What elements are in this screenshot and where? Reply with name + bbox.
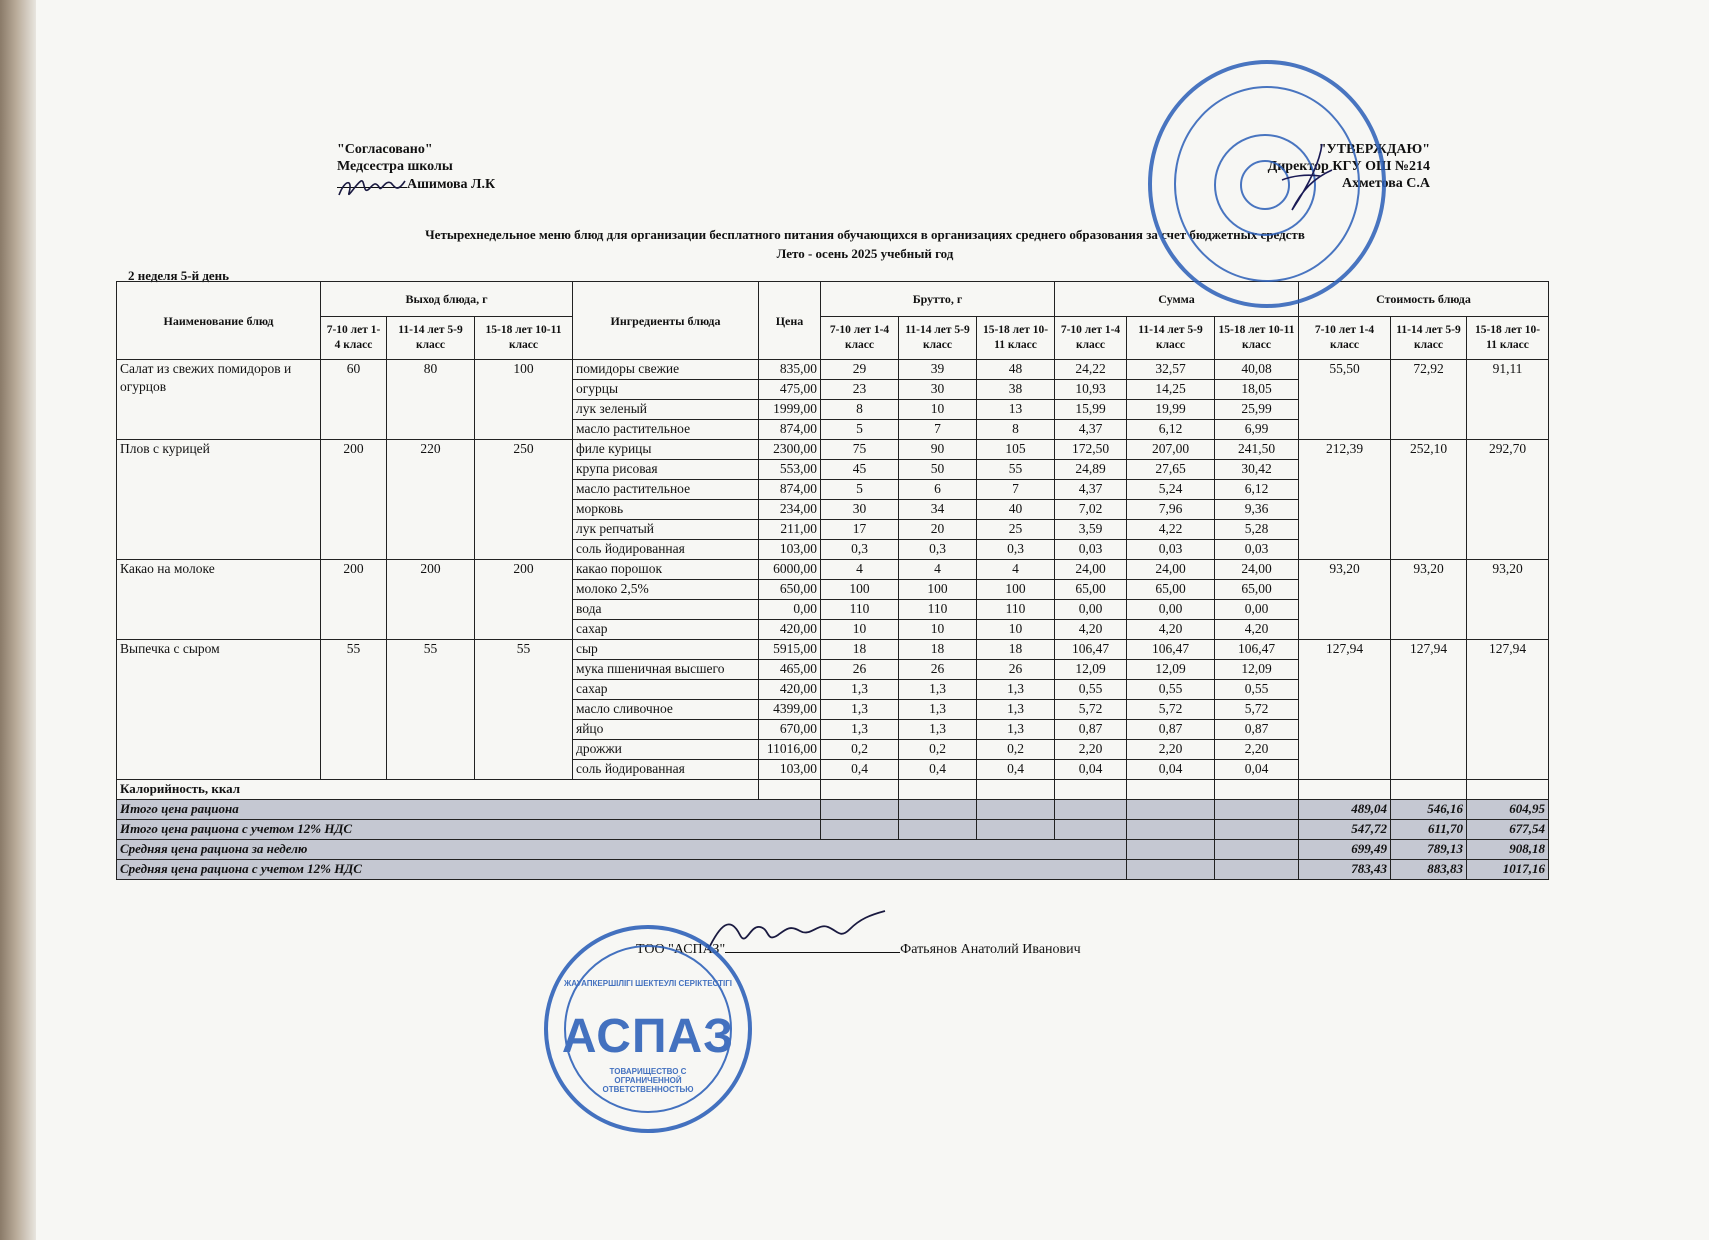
total-value-age-1: 489,04 <box>1299 800 1391 820</box>
empty-cell <box>1127 780 1215 800</box>
brutto-age-3: 0,3 <box>977 540 1055 560</box>
output-age-3: 250 <box>475 440 573 560</box>
ingredient-name: дрожжи <box>573 740 759 760</box>
brutto-age-1: 110 <box>821 600 899 620</box>
brutto-age-1: 8 <box>821 400 899 420</box>
brutto-age-1: 75 <box>821 440 899 460</box>
sum-age-1: 0,04 <box>1055 760 1127 780</box>
sum-age-1: 4,37 <box>1055 480 1127 500</box>
summary-body <box>117 780 1549 800</box>
header-age-2: 11-14 лет 5-9 класс <box>387 317 475 360</box>
brutto-age-2: 0,4 <box>899 760 977 780</box>
totals-body <box>117 800 1549 880</box>
sum-age-1: 24,00 <box>1055 560 1127 580</box>
sum-age-1: 106,47 <box>1055 640 1127 660</box>
total-value-age-3: 908,18 <box>1467 840 1549 860</box>
ingredient-price: 465,00 <box>759 660 821 680</box>
empty-cell <box>1391 780 1467 800</box>
total-value-age-1: 699,49 <box>1299 840 1391 860</box>
brutto-age-1: 30 <box>821 500 899 520</box>
sum-age-1: 2,20 <box>1055 740 1127 760</box>
empty-cell <box>1215 800 1299 820</box>
sum-age-3: 65,00 <box>1215 580 1299 600</box>
dish-name: Выпечка с сыром <box>117 640 321 780</box>
brutto-age-2: 4 <box>899 560 977 580</box>
total-value-age-2: 789,13 <box>1391 840 1467 860</box>
brutto-age-3: 8 <box>977 420 1055 440</box>
nurse-signature <box>335 175 415 203</box>
brutto-age-2: 10 <box>899 620 977 640</box>
director-name: Ахметова С.А <box>1342 176 1430 191</box>
brutto-age-3: 0,2 <box>977 740 1055 760</box>
brutto-age-3: 40 <box>977 500 1055 520</box>
approve-label: "УТВЕРЖДАЮ" <box>1318 142 1430 157</box>
director-role: Директор КГУ ОШ №214 <box>1267 159 1430 174</box>
ingredient-name: соль йодированная <box>573 540 759 560</box>
output-age-3: 200 <box>475 560 573 640</box>
output-age-2: 80 <box>387 360 475 440</box>
sum-age-3: 6,12 <box>1215 480 1299 500</box>
ingredient-price: 420,00 <box>759 620 821 640</box>
brutto-age-2: 34 <box>899 500 977 520</box>
sum-age-2: 4,22 <box>1127 520 1215 540</box>
header-row-1 <box>117 282 1549 317</box>
brutto-age-3: 55 <box>977 460 1055 480</box>
sum-age-1: 24,22 <box>1055 360 1127 380</box>
ingredient-name: масло сливочное <box>573 700 759 720</box>
brutto-age-2: 1,3 <box>899 720 977 740</box>
total-value-age-3: 677,54 <box>1467 820 1549 840</box>
sum-age-1: 7,02 <box>1055 500 1127 520</box>
cost-age-1: 93,20 <box>1299 560 1391 640</box>
sum-age-2: 0,00 <box>1127 600 1215 620</box>
header-age-3: 15-18 лет 10-11 класс <box>1215 317 1299 360</box>
output-age-3: 100 <box>475 360 573 440</box>
total-value-age-2: 546,16 <box>1391 800 1467 820</box>
sum-age-3: 4,20 <box>1215 620 1299 640</box>
sum-age-3: 6,99 <box>1215 420 1299 440</box>
ingredient-price: 211,00 <box>759 520 821 540</box>
empty-cell <box>1467 780 1549 800</box>
header-age-1: 7-10 лет 1-4 класс <box>1299 317 1391 360</box>
title-line-1: Четырехнедельное меню блюд для организации бесплатного питания обучающихся в организациях среднего образования за счет бюджетных средств <box>425 227 1305 242</box>
total-row <box>117 840 1549 860</box>
sum-age-2: 27,65 <box>1127 460 1215 480</box>
brutto-age-2: 7 <box>899 420 977 440</box>
brutto-age-1: 10 <box>821 620 899 640</box>
calories-row <box>117 780 1549 800</box>
dish-name: Плов с курицей <box>117 440 321 560</box>
ingredient-price: 103,00 <box>759 540 821 560</box>
agreed-label: "Согласовано" <box>337 142 433 157</box>
header-sum: Сумма <box>1055 282 1299 317</box>
sum-age-3: 40,08 <box>1215 360 1299 380</box>
total-value-age-2: 883,83 <box>1391 860 1467 880</box>
empty-cell <box>899 780 977 800</box>
ingredient-name: сахар <box>573 620 759 640</box>
ingredient-name: соль йодированная <box>573 760 759 780</box>
empty-cell <box>1299 780 1391 800</box>
ingredient-name: лук репчатый <box>573 520 759 540</box>
brutto-age-3: 25 <box>977 520 1055 540</box>
sum-age-1: 4,20 <box>1055 620 1127 640</box>
ingredient-name: помидоры свежие <box>573 360 759 380</box>
brutto-age-1: 5 <box>821 420 899 440</box>
ingredient-name: вода <box>573 600 759 620</box>
sum-age-3: 0,55 <box>1215 680 1299 700</box>
empty-cell <box>977 780 1055 800</box>
ingredient-price: 1999,00 <box>759 400 821 420</box>
ingredient-name: крупа рисовая <box>573 460 759 480</box>
brutto-age-1: 45 <box>821 460 899 480</box>
brutto-age-2: 110 <box>899 600 977 620</box>
supplier-org: ТОО "АСПАЗ" <box>636 942 726 957</box>
sum-age-1: 0,87 <box>1055 720 1127 740</box>
sum-age-3: 241,50 <box>1215 440 1299 460</box>
brutto-age-3: 1,3 <box>977 680 1055 700</box>
ingredient-price: 11016,00 <box>759 740 821 760</box>
brutto-age-3: 10 <box>977 620 1055 640</box>
cost-age-3: 127,94 <box>1467 640 1549 780</box>
sum-age-3: 2,20 <box>1215 740 1299 760</box>
ingredient-price: 2300,00 <box>759 440 821 460</box>
title-line-2: Лето - осень 2025 учебный год <box>776 246 954 261</box>
cost-age-3: 91,11 <box>1467 360 1549 440</box>
header-ingredients: Ингредиенты блюда <box>573 282 759 360</box>
ingredient-name: молоко 2,5% <box>573 580 759 600</box>
director-signature <box>1262 140 1352 220</box>
sum-age-2: 24,00 <box>1127 560 1215 580</box>
ingredient-price: 103,00 <box>759 760 821 780</box>
empty-cell <box>899 820 977 840</box>
sum-age-3: 12,09 <box>1215 660 1299 680</box>
header-age-1: 7-10 лет 1-4 класс <box>821 317 899 360</box>
nurse-name: Ашимова Л.К <box>407 177 496 192</box>
week-day-label: 2 неделя 5-й день <box>128 268 230 283</box>
ingredient-name: сахар <box>573 680 759 700</box>
sum-age-3: 5,28 <box>1215 520 1299 540</box>
sum-age-2: 106,47 <box>1127 640 1215 660</box>
dish-name: Какао на молоке <box>117 560 321 640</box>
empty-cell <box>1215 780 1299 800</box>
sum-age-2: 0,03 <box>1127 540 1215 560</box>
header-age-3: 15-18 лет 10-11 класс <box>475 317 573 360</box>
ingredient-row <box>117 360 1549 380</box>
brutto-age-3: 18 <box>977 640 1055 660</box>
cost-age-2: 72,92 <box>1391 360 1467 440</box>
ingredient-price: 475,00 <box>759 380 821 400</box>
sum-age-1: 24,89 <box>1055 460 1127 480</box>
ingredient-price: 4399,00 <box>759 700 821 720</box>
sum-age-3: 0,00 <box>1215 600 1299 620</box>
output-age-2: 220 <box>387 440 475 560</box>
sum-age-2: 207,00 <box>1127 440 1215 460</box>
brutto-age-1: 0,2 <box>821 740 899 760</box>
brutto-age-2: 50 <box>899 460 977 480</box>
total-label: Средняя цена рациона за неделю <box>117 840 1127 860</box>
nurse-role: Медсестра школы <box>337 159 453 174</box>
sum-age-3: 0,03 <box>1215 540 1299 560</box>
ingredient-name: сыр <box>573 640 759 660</box>
cost-age-3: 93,20 <box>1467 560 1549 640</box>
brutto-age-1: 17 <box>821 520 899 540</box>
empty-cell <box>759 780 821 800</box>
header-age-1: 7-10 лет 1-4 класс <box>1055 317 1127 360</box>
sum-age-3: 5,72 <box>1215 700 1299 720</box>
sum-age-3: 0,04 <box>1215 760 1299 780</box>
header-brutto: Брутто, г <box>821 282 1055 317</box>
brutto-age-1: 29 <box>821 360 899 380</box>
sum-age-1: 3,59 <box>1055 520 1127 540</box>
ingredient-name: яйцо <box>573 720 759 740</box>
sum-age-2: 12,09 <box>1127 660 1215 680</box>
header-age-3: 15-18 лет 10-11 класс <box>1467 317 1549 360</box>
brutto-age-2: 18 <box>899 640 977 660</box>
ingredient-price: 0,00 <box>759 600 821 620</box>
ingredient-name: какао порошок <box>573 560 759 580</box>
empty-cell <box>1215 820 1299 840</box>
sum-age-1: 12,09 <box>1055 660 1127 680</box>
ingredient-row <box>117 560 1549 580</box>
sum-age-1: 172,50 <box>1055 440 1127 460</box>
sum-age-1: 65,00 <box>1055 580 1127 600</box>
ingredient-price: 874,00 <box>759 420 821 440</box>
brutto-age-3: 100 <box>977 580 1055 600</box>
supplier-director-name: Фатьянов Анатолий Иванович <box>900 942 1081 957</box>
ingredient-name: морковь <box>573 500 759 520</box>
output-age-1: 60 <box>321 360 387 440</box>
brutto-age-3: 110 <box>977 600 1055 620</box>
cost-age-1: 212,39 <box>1299 440 1391 560</box>
cost-age-3: 292,70 <box>1467 440 1549 560</box>
output-age-1: 200 <box>321 440 387 560</box>
sum-age-2: 5,72 <box>1127 700 1215 720</box>
total-value-age-1: 547,72 <box>1299 820 1391 840</box>
sum-age-2: 5,24 <box>1127 480 1215 500</box>
empty-cell <box>977 800 1055 820</box>
output-age-1: 55 <box>321 640 387 780</box>
sum-age-3: 18,05 <box>1215 380 1299 400</box>
sum-age-1: 0,00 <box>1055 600 1127 620</box>
brutto-age-1: 23 <box>821 380 899 400</box>
cost-age-1: 127,94 <box>1299 640 1391 780</box>
brutto-age-2: 1,3 <box>899 700 977 720</box>
brutto-age-3: 38 <box>977 380 1055 400</box>
total-row <box>117 820 1549 840</box>
brutto-age-2: 0,3 <box>899 540 977 560</box>
sum-age-3: 0,87 <box>1215 720 1299 740</box>
brutto-age-1: 5 <box>821 480 899 500</box>
empty-cell <box>1055 800 1127 820</box>
brutto-age-1: 18 <box>821 640 899 660</box>
sum-age-3: 25,99 <box>1215 400 1299 420</box>
ingredient-price: 670,00 <box>759 720 821 740</box>
ingredient-name: масло растительное <box>573 480 759 500</box>
brutto-age-3: 26 <box>977 660 1055 680</box>
total-row <box>117 860 1549 880</box>
ingredient-price: 650,00 <box>759 580 821 600</box>
sum-age-1: 15,99 <box>1055 400 1127 420</box>
header-age-1: 7-10 лет 1-4 класс <box>321 317 387 360</box>
supplier-round-stamp <box>544 925 752 1133</box>
sum-age-1: 0,03 <box>1055 540 1127 560</box>
empty-cell <box>1215 860 1299 880</box>
empty-cell <box>899 800 977 820</box>
brutto-age-2: 30 <box>899 380 977 400</box>
sum-age-1: 5,72 <box>1055 700 1127 720</box>
ingredient-price: 835,00 <box>759 360 821 380</box>
brutto-age-3: 1,3 <box>977 720 1055 740</box>
header-age-2: 11-14 лет 5-9 класс <box>1127 317 1215 360</box>
brutto-age-2: 0,2 <box>899 740 977 760</box>
total-label: Итого цена рациона с учетом 12% НДС <box>117 820 821 840</box>
sum-age-3: 106,47 <box>1215 640 1299 660</box>
empty-cell <box>821 800 899 820</box>
brutto-age-1: 1,3 <box>821 700 899 720</box>
empty-cell <box>1215 840 1299 860</box>
sum-age-2: 0,55 <box>1127 680 1215 700</box>
stamp-brand: АСПАЗ <box>561 1010 735 1063</box>
header-cost: Стоимость блюда <box>1299 282 1549 317</box>
ingredient-price: 234,00 <box>759 500 821 520</box>
empty-cell <box>821 780 899 800</box>
stamp-bottom-text: ТОВАРИЩЕСТВО С ОГРАНИЧЕННОЙ ОТВЕТСТВЕННОСТЬЮ <box>602 1067 694 1094</box>
sum-age-2: 7,96 <box>1127 500 1215 520</box>
total-row <box>117 800 1549 820</box>
total-label: Средняя цена рациона с учетом 12% НДС <box>117 860 1127 880</box>
ingredient-price: 874,00 <box>759 480 821 500</box>
brutto-age-3: 105 <box>977 440 1055 460</box>
total-label: Итого цена рациона <box>117 800 821 820</box>
ingredient-name: филе курицы <box>573 440 759 460</box>
ingredient-name: мука пшеничная высшего <box>573 660 759 680</box>
brutto-age-2: 6 <box>899 480 977 500</box>
sum-age-2: 32,57 <box>1127 360 1215 380</box>
dish-name: Салат из свежих помидоров и огурцов <box>117 360 321 440</box>
ingredient-price: 420,00 <box>759 680 821 700</box>
brutto-age-2: 39 <box>899 360 977 380</box>
sum-age-2: 19,99 <box>1127 400 1215 420</box>
brutto-age-3: 7 <box>977 480 1055 500</box>
empty-cell <box>1127 800 1215 820</box>
brutto-age-3: 13 <box>977 400 1055 420</box>
sum-age-3: 9,36 <box>1215 500 1299 520</box>
brutto-age-1: 1,3 <box>821 680 899 700</box>
sum-age-2: 6,12 <box>1127 420 1215 440</box>
header-age-2: 11-14 лет 5-9 класс <box>1391 317 1467 360</box>
brutto-age-1: 4 <box>821 560 899 580</box>
ingredient-price: 553,00 <box>759 460 821 480</box>
output-age-3: 55 <box>475 640 573 780</box>
sum-age-2: 0,87 <box>1127 720 1215 740</box>
sum-age-2: 14,25 <box>1127 380 1215 400</box>
total-value-age-2: 611,70 <box>1391 820 1467 840</box>
brutto-age-1: 0,4 <box>821 760 899 780</box>
header-output: Выход блюда, г <box>321 282 573 317</box>
supplier-signature <box>700 905 900 960</box>
output-age-1: 200 <box>321 560 387 640</box>
brutto-age-3: 48 <box>977 360 1055 380</box>
menu-body <box>117 360 1549 780</box>
stamp-top-text: ЖАУАПКЕРШІЛІГІ ШЕКТЕУЛІ СЕРІКТЕСТІГІ <box>564 979 732 988</box>
brutto-age-2: 90 <box>899 440 977 460</box>
brutto-age-1: 1,3 <box>821 720 899 740</box>
sum-age-1: 10,93 <box>1055 380 1127 400</box>
ingredient-price: 6000,00 <box>759 560 821 580</box>
total-value-age-1: 783,43 <box>1299 860 1391 880</box>
output-age-2: 55 <box>387 640 475 780</box>
brutto-age-2: 26 <box>899 660 977 680</box>
brutto-age-3: 0,4 <box>977 760 1055 780</box>
brutto-age-1: 26 <box>821 660 899 680</box>
brutto-age-2: 20 <box>899 520 977 540</box>
brutto-age-3: 1,3 <box>977 700 1055 720</box>
empty-cell <box>1055 780 1127 800</box>
brutto-age-1: 0,3 <box>821 540 899 560</box>
sum-age-2: 0,04 <box>1127 760 1215 780</box>
ingredient-row <box>117 640 1549 660</box>
sum-age-3: 24,00 <box>1215 560 1299 580</box>
cost-age-1: 55,50 <box>1299 360 1391 440</box>
ingredient-row <box>117 440 1549 460</box>
empty-cell <box>1127 840 1215 860</box>
empty-cell <box>1127 860 1215 880</box>
brutto-age-1: 100 <box>821 580 899 600</box>
total-value-age-3: 1017,16 <box>1467 860 1549 880</box>
ingredient-price: 5915,00 <box>759 640 821 660</box>
ingredient-name: масло растительное <box>573 420 759 440</box>
header-row-2 <box>117 317 1549 360</box>
empty-cell <box>977 820 1055 840</box>
brutto-age-2: 10 <box>899 400 977 420</box>
sum-age-2: 4,20 <box>1127 620 1215 640</box>
photo-background-edge <box>0 0 36 1240</box>
total-value-age-3: 604,95 <box>1467 800 1549 820</box>
header-price: Цена <box>759 282 821 360</box>
cost-age-2: 252,10 <box>1391 440 1467 560</box>
brutto-age-3: 4 <box>977 560 1055 580</box>
sum-age-2: 2,20 <box>1127 740 1215 760</box>
empty-cell <box>1055 820 1127 840</box>
header-age-3: 15-18 лет 10-11 класс <box>977 317 1055 360</box>
empty-cell <box>821 820 899 840</box>
calories-label: Калорийность, ккал <box>117 780 759 800</box>
brutto-age-2: 1,3 <box>899 680 977 700</box>
cost-age-2: 127,94 <box>1391 640 1467 780</box>
sum-age-2: 65,00 <box>1127 580 1215 600</box>
header-dish-name: Наименование блюд <box>117 282 321 360</box>
output-age-2: 200 <box>387 560 475 640</box>
menu-table <box>116 281 1549 880</box>
sum-age-3: 30,42 <box>1215 460 1299 480</box>
empty-cell <box>1127 820 1215 840</box>
cost-age-2: 93,20 <box>1391 560 1467 640</box>
header-age-2: 11-14 лет 5-9 класс <box>899 317 977 360</box>
brutto-age-2: 100 <box>899 580 977 600</box>
sum-age-1: 4,37 <box>1055 420 1127 440</box>
sum-age-1: 0,55 <box>1055 680 1127 700</box>
ingredient-name: огурцы <box>573 380 759 400</box>
ingredient-name: лук зеленый <box>573 400 759 420</box>
